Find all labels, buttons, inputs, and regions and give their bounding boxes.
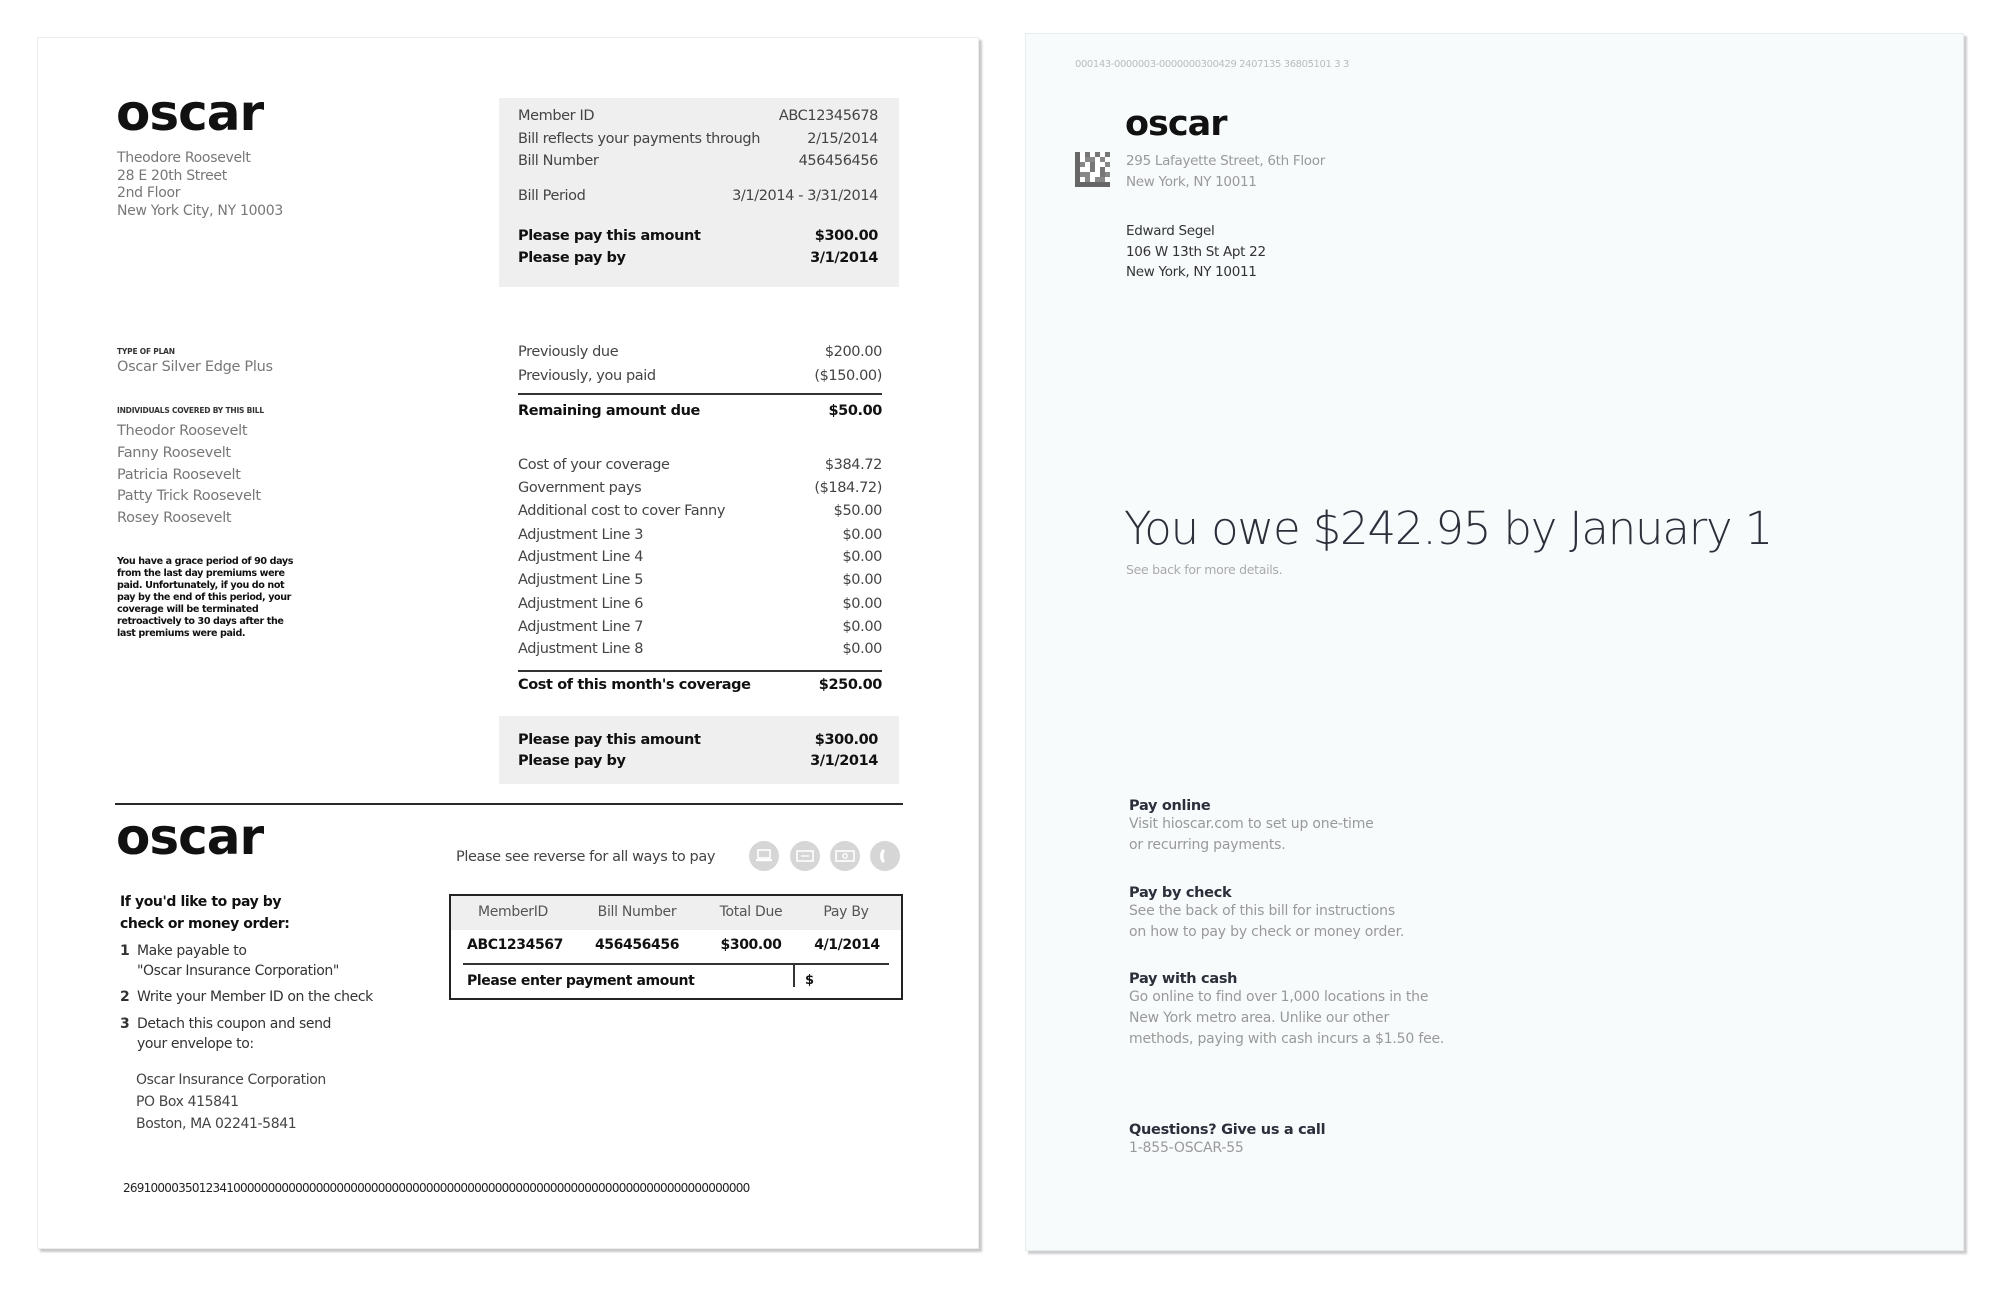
cell-total-due: $300.00	[720, 937, 782, 953]
charge-row: Adjustment Line 4 $0.00	[518, 549, 882, 565]
payment-amount-label: Please enter payment amount	[467, 973, 695, 989]
summary-row-payments-through: Bill reflects your payments through 2/15/2014	[518, 131, 878, 147]
phone-icon	[870, 841, 900, 871]
scan-line-number: 2691000035012341000000000000000000000000000000000000000000000000000000000000000000000000000	[123, 1181, 750, 1195]
bill-summary-box	[499, 98, 899, 287]
charge-row: Government pays ($184.72)	[518, 480, 882, 496]
summary-row-bill-period: Bill Period 3/1/2014 - 3/31/2014	[518, 188, 878, 204]
computer-icon	[749, 841, 779, 871]
col-header-total-due: Total Due	[719, 904, 783, 920]
pay-row-by: Please pay by 3/1/2014	[518, 753, 878, 769]
charge-row: Adjustment Line 7 $0.00	[518, 619, 882, 635]
coupon-oscar-logo: oscar	[116, 808, 264, 866]
pay-amount-box	[499, 716, 899, 784]
mail-icon	[790, 841, 820, 871]
oscar-logo: oscar	[116, 84, 264, 142]
summary-row-bill-number: Bill Number 456456456	[518, 153, 878, 169]
col-header-pay-by: Pay By	[823, 904, 869, 920]
contact-title: Questions? Give us a call	[1129, 1122, 1326, 1138]
company-address: 295 Lafayette Street, 6th Floor New York, NY 10011	[1126, 153, 1325, 190]
reverse-note: Please see reverse for all ways to pay	[456, 849, 716, 865]
summary-row-pay-by: Please pay by 3/1/2014	[518, 250, 878, 266]
pay-row-amount: Please pay this amount $300.00	[518, 732, 878, 748]
col-header-bill-number: Bill Number	[597, 904, 677, 920]
balance-divider	[518, 393, 882, 395]
summary-row-member-id: Member ID ABC12345678	[518, 108, 878, 124]
summary-row-pay-amount: Please pay this amount $300.00	[518, 228, 878, 244]
individual-name: Patty Trick Roosevelt	[117, 488, 261, 505]
grace-period-notice: You have a grace period of 90 days from the last day premiums were paid. Unfortunately, if you do not pay by the end of this period, your coverage will be terminated retroactively to 30 days after the last premiums were paid.	[117, 556, 294, 639]
coupon-table	[449, 894, 903, 1000]
charge-row-month-total: Cost of this month's coverage $250.00	[518, 677, 882, 693]
individual-name: Theodor Roosevelt	[117, 423, 248, 439]
charges-section	[518, 457, 882, 702]
method-pay-with-cash: Pay with cash Go online to find over 1,000 locations in the New York metro area. Unlike our other methods, paying with cash incurs a $1.50 fee.	[1129, 971, 1445, 1047]
individual-name: Rosey Roosevelt	[117, 510, 232, 527]
step-number: 1	[120, 943, 130, 959]
charge-row: Cost of your coverage $384.72	[518, 457, 882, 473]
member-address	[117, 150, 283, 220]
cell-bill-number: 456456456	[594, 937, 680, 953]
individual-name: Patricia Roosevelt	[117, 466, 241, 483]
method-pay-online: Pay online Visit hioscar.com to set up one-time or recurring payments.	[1129, 798, 1374, 853]
contact-section	[1129, 1122, 1325, 1159]
address-line: New York City, NY 10003	[117, 202, 284, 219]
recipient-address: Edward Segel 106 W 13th St Apt 22 New York, NY 10011	[1126, 223, 1266, 280]
cell-pay-by: 4/1/2014	[814, 937, 880, 953]
payment-amount-input[interactable]	[797, 966, 899, 994]
charge-row: Additional cost to cover Fanny $50.00	[518, 503, 882, 519]
charge-row: Adjustment Line 5 $0.00	[518, 572, 882, 588]
address-line: 2nd Floor	[117, 185, 181, 201]
cell-member-id: ABC1234567	[467, 937, 563, 953]
charge-row: Adjustment Line 3 $0.00	[518, 527, 882, 543]
mail-to-address: Oscar Insurance Corporation PO Box 415841 Boston, MA 02241-5841	[136, 1072, 326, 1132]
coupon-table-vdivider	[793, 965, 795, 987]
address-line: Theodore Roosevelt	[117, 150, 251, 166]
cash-icon	[830, 841, 860, 871]
qr-code-icon	[1075, 152, 1110, 187]
step-number: 2	[120, 989, 130, 1005]
method-pay-by-check: Pay by check See the back of this bill for instructions on how to pay by check or money order.	[1129, 885, 1405, 940]
charge-row: Adjustment Line 6 $0.00	[518, 596, 882, 612]
see-back-note: See back for more details.	[1126, 562, 1283, 577]
individual-name: Fanny Roosevelt	[117, 444, 231, 461]
charges-divider	[518, 670, 882, 672]
back-oscar-logo: oscar	[1125, 104, 1227, 144]
check-step-2: 2 Write your Member ID on the check	[120, 989, 373, 1005]
contact-phone: 1-855-OSCAR-55	[1129, 1140, 1244, 1156]
balance-section	[518, 344, 882, 424]
charge-row: Adjustment Line 8 $0.00	[518, 641, 882, 657]
balance-row-remaining: Remaining amount due $50.00	[518, 403, 882, 419]
tracking-code: 000143-0000003-0000000300429 2407135 36805101 3 3	[1075, 59, 1349, 70]
individuals-label: INDIVIDUALS COVERED BY THIS BILL	[117, 406, 264, 415]
col-header-member-id: MemberID	[477, 904, 549, 920]
individuals-list	[117, 421, 261, 530]
plan-type-value: Oscar Silver Edge Plus	[117, 359, 273, 375]
check-instructions-title: If you'd like to pay by check or money order:	[120, 894, 290, 932]
currency-prefix: $	[805, 972, 815, 988]
coupon-detach-line	[115, 803, 903, 805]
step-number: 3	[120, 1016, 130, 1032]
coupon-table-divider	[463, 963, 889, 965]
plan-type-label: TYPE OF PLAN	[117, 347, 175, 356]
bill-back-page	[1025, 33, 1964, 1251]
amount-owed-headline: You owe $242.95 by January 1	[1124, 502, 1773, 555]
address-line: 28 E 20th Street	[117, 167, 227, 184]
check-step-1: 1 Make payable to "Oscar Insurance Corporation"	[120, 943, 339, 979]
check-step-3: 3 Detach this coupon and send your envelope to:	[120, 1016, 332, 1052]
balance-row-previously-due: Previously due $200.00	[518, 344, 882, 360]
balance-row-previously-paid: Previously, you paid ($150.00)	[518, 368, 882, 384]
